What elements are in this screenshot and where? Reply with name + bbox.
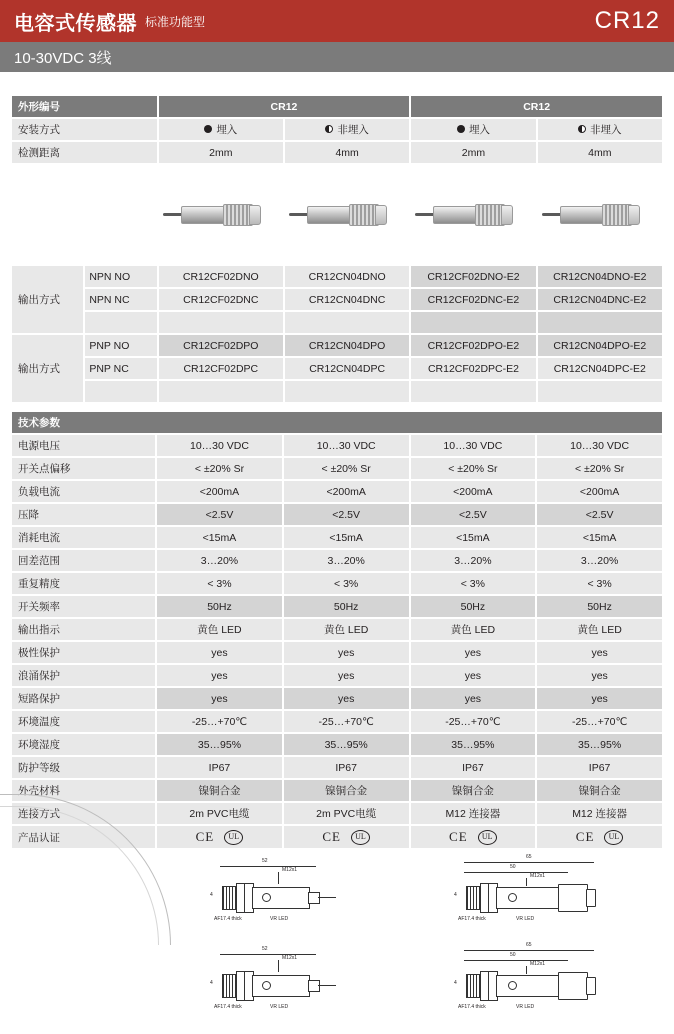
spec-value: 35…95% <box>411 734 536 755</box>
spec-value: <200mA <box>157 481 282 502</box>
pnp-filler <box>159 381 283 402</box>
product-photo-3 <box>411 165 535 264</box>
spec-value: IP67 <box>157 757 282 778</box>
spec-table <box>10 410 664 850</box>
table-row <box>12 757 662 778</box>
table-row <box>12 119 662 140</box>
table-row <box>12 619 662 640</box>
dim-label-left: 4 <box>454 980 457 986</box>
spec-value: 35…95% <box>537 734 662 755</box>
spec-value: yes <box>411 688 536 709</box>
sensor-illustration <box>415 168 535 258</box>
spec-value: 35…95% <box>284 734 409 755</box>
spec-label: 开关点偏移 <box>12 458 155 479</box>
npn-no-code: CR12CF02DNO-E2 <box>411 266 535 287</box>
ul-icon: UL <box>351 830 370 845</box>
note-led: VR LED <box>270 1004 289 1010</box>
spec-label: 输出指示 <box>12 619 155 640</box>
spec-label: 环境湿度 <box>12 734 155 755</box>
spec-value: IP67 <box>284 757 409 778</box>
table-row <box>12 96 662 117</box>
cert-cell <box>157 826 282 848</box>
pnp-filler <box>538 381 662 402</box>
spec-value: 镍铜合金 <box>537 780 662 801</box>
pnp-no-label: PNP NO <box>85 335 156 356</box>
non-flush-icon <box>325 124 333 136</box>
spec-value: 3…20% <box>411 550 536 571</box>
spec-label: 压降 <box>12 504 155 525</box>
dim-label-total: 52 <box>262 946 268 952</box>
ul-icon: UL <box>478 830 497 845</box>
note-af: AF17.4 thick <box>458 1004 486 1010</box>
dim-label-left: 4 <box>210 980 213 986</box>
npn-filler <box>159 312 283 333</box>
table-row <box>12 734 662 755</box>
npn-nc-code: CR12CN04DNC-E2 <box>538 289 662 310</box>
table-row <box>12 412 662 433</box>
mounting-nonflush-1: 非埋入 <box>285 119 409 140</box>
table-row <box>12 596 662 617</box>
section-specifications <box>0 410 674 850</box>
sensor-illustration <box>289 168 409 258</box>
spec-value: <2.5V <box>157 504 282 525</box>
table-row <box>12 312 662 333</box>
spec-value: 50Hz <box>157 596 282 617</box>
npn-filler <box>411 312 535 333</box>
note-led: VR LED <box>516 1004 535 1010</box>
npn-filler <box>538 312 662 333</box>
spec-value: yes <box>157 642 282 663</box>
spec-value: yes <box>537 688 662 709</box>
spec-value: 黄色 LED <box>411 619 536 640</box>
spec-value: yes <box>284 665 409 686</box>
spec-value: -25…+70℃ <box>284 711 409 732</box>
spec-label: 回差范围 <box>12 550 155 571</box>
spec-label: 消耗电流 <box>12 527 155 548</box>
spec-value: 3…20% <box>284 550 409 571</box>
spec-label: 短路保护 <box>12 688 155 709</box>
pnp-nc-code: CR12CN04DPC-E2 <box>538 358 662 379</box>
spec-value: < ±20% Sr <box>537 458 662 479</box>
note-led: VR LED <box>516 916 535 922</box>
pnp-nc-code: CR12CN04DPC <box>285 358 409 379</box>
spec-value: 3…20% <box>537 550 662 571</box>
sensor-illustration <box>163 168 283 258</box>
non-flush-icon <box>578 124 586 136</box>
group-header-1: CR12 <box>159 96 410 117</box>
spec-value: 50Hz <box>537 596 662 617</box>
table-row <box>12 481 662 502</box>
ce-icon: CE <box>195 829 215 844</box>
spec-label: 连接方式 <box>12 803 155 824</box>
drawing-connector-top <box>430 854 630 942</box>
dim-label-outer: 65 <box>526 854 532 860</box>
spec-label: 极性保护 <box>12 642 155 663</box>
drawing-cable-bottom <box>186 942 366 1030</box>
spec-value: 50Hz <box>411 596 536 617</box>
drawing-connector-bottom <box>430 942 630 1030</box>
spec-value: <200mA <box>284 481 409 502</box>
spec-label: 产品认证 <box>12 826 155 848</box>
spec-value: IP67 <box>537 757 662 778</box>
section-outline-codes <box>0 94 674 404</box>
dim-label-outer: 65 <box>526 942 532 948</box>
pnp-no-code: CR12CF02DPO <box>159 335 283 356</box>
table-row <box>12 780 662 801</box>
table-row <box>12 381 662 402</box>
spec-value: yes <box>284 688 409 709</box>
row-label-output-npn: 输出方式 <box>12 266 83 333</box>
voltage-band <box>0 42 674 72</box>
page-subtitle: 标准功能型 <box>145 14 206 29</box>
npn-no-code: CR12CN04DNO <box>285 266 409 287</box>
thread-label: M12x1 <box>530 873 546 879</box>
spec-value: yes <box>157 665 282 686</box>
note-af: AF17.4 thick <box>214 1004 242 1010</box>
distance-value: 4mm <box>538 142 662 163</box>
spec-value: 镍铜合金 <box>157 780 282 801</box>
ce-icon: CE <box>449 829 468 844</box>
spec-value: M12 连接器 <box>411 803 536 824</box>
pnp-filler <box>411 381 535 402</box>
spec-value: yes <box>284 642 409 663</box>
table-row <box>12 335 662 356</box>
spec-value: 10…30 VDC <box>537 435 662 456</box>
cert-cell <box>411 826 536 848</box>
spec-value: yes <box>411 642 536 663</box>
spec-value: yes <box>537 665 662 686</box>
spec-band-label: 技术参数 <box>12 412 662 433</box>
section-band-label: 外形编号 <box>12 96 157 117</box>
product-photo-2 <box>285 165 409 264</box>
outline-code-table <box>10 94 664 404</box>
model-code: CR12 <box>594 7 660 34</box>
table-row <box>12 803 662 824</box>
spec-value: -25…+70℃ <box>411 711 536 732</box>
spec-value: -25…+70℃ <box>537 711 662 732</box>
spec-label: 防护等级 <box>12 757 155 778</box>
spec-value: 黄色 LED <box>284 619 409 640</box>
sensor-illustration <box>542 168 662 258</box>
drawing-cable-top <box>186 854 366 942</box>
ce-icon: CE <box>322 829 341 844</box>
pnp-nc-code: CR12CF02DPC <box>159 358 283 379</box>
table-row <box>12 458 662 479</box>
npn-no-code: CR12CN04DNO-E2 <box>538 266 662 287</box>
npn-filler <box>285 312 409 333</box>
npn-nc-label: NPN NC <box>85 289 156 310</box>
table-row <box>12 573 662 594</box>
note-af: AF17.4 thick <box>458 916 486 922</box>
table-row <box>12 504 662 525</box>
spacer-cell <box>12 165 157 264</box>
spec-value: -25…+70℃ <box>157 711 282 732</box>
npn-nc-code: CR12CN04DNC <box>285 289 409 310</box>
mounting-flush-2: 埋入 <box>411 119 535 140</box>
table-row <box>12 435 662 456</box>
product-image-row <box>12 165 662 264</box>
spec-value: 黄色 LED <box>537 619 662 640</box>
distance-value: 2mm <box>159 142 283 163</box>
spec-label: 重复精度 <box>12 573 155 594</box>
spec-value: <15mA <box>284 527 409 548</box>
spec-value: < ±20% Sr <box>157 458 282 479</box>
table-row <box>12 642 662 663</box>
spec-value: <15mA <box>411 527 536 548</box>
table-row <box>12 358 662 379</box>
spec-value: IP67 <box>411 757 536 778</box>
table-row <box>12 688 662 709</box>
flush-icon <box>204 124 212 136</box>
spec-value: <200mA <box>411 481 536 502</box>
npn-nc-code: CR12CF02DNC-E2 <box>411 289 535 310</box>
flush-icon <box>457 124 465 136</box>
spec-value: <15mA <box>157 527 282 548</box>
page-header <box>0 0 674 42</box>
spec-value: < ±20% Sr <box>284 458 409 479</box>
spec-label: 环境温度 <box>12 711 155 732</box>
table-row <box>12 711 662 732</box>
note-led: VR LED <box>270 916 289 922</box>
table-row <box>12 142 662 163</box>
spec-value: < 3% <box>157 573 282 594</box>
ul-icon: UL <box>604 830 623 845</box>
spec-value: < 3% <box>537 573 662 594</box>
spec-value: yes <box>157 688 282 709</box>
distance-value: 4mm <box>285 142 409 163</box>
spec-value: yes <box>411 665 536 686</box>
dim-label-inner: 50 <box>510 952 516 958</box>
spec-value: <15mA <box>537 527 662 548</box>
table-row <box>12 550 662 571</box>
spec-value: 镍铜合金 <box>411 780 536 801</box>
note-af: AF17.4 thick <box>214 916 242 922</box>
spec-value: 10…30 VDC <box>411 435 536 456</box>
npn-nc-code: CR12CF02DNC <box>159 289 283 310</box>
row-label-mounting: 安装方式 <box>12 119 157 140</box>
spec-value: 2m PVC电缆 <box>284 803 409 824</box>
spec-value: < ±20% Sr <box>411 458 536 479</box>
mounting-nonflush-2: 非埋入 <box>538 119 662 140</box>
spec-value: yes <box>537 642 662 663</box>
npn-no-code: CR12CF02DNO <box>159 266 283 287</box>
ce-icon: CE <box>575 829 595 844</box>
dim-label-inner: 50 <box>510 864 516 870</box>
dim-label-total: 52 <box>262 858 268 864</box>
spec-label: 外壳材料 <box>12 780 155 801</box>
spec-value: 10…30 VDC <box>157 435 282 456</box>
row-label-distance: 检测距离 <box>12 142 157 163</box>
pnp-nc-label: PNP NC <box>85 358 156 379</box>
spec-value: < 3% <box>411 573 536 594</box>
spec-value: <2.5V <box>284 504 409 525</box>
pnp-no-code: CR12CN04DPO <box>285 335 409 356</box>
thread-label: M12x1 <box>530 961 546 967</box>
dim-label-left: 4 <box>454 892 457 898</box>
group-header-2: CR12 <box>411 96 662 117</box>
pnp-filler <box>85 381 156 402</box>
voltage-label: 10-30VDC 3线 <box>14 49 112 67</box>
table-row <box>12 527 662 548</box>
thread-label: M12x1 <box>282 867 298 873</box>
spec-value: <2.5V <box>411 504 536 525</box>
npn-no-label: NPN NO <box>85 266 156 287</box>
pnp-nc-code: CR12CF02DPC-E2 <box>411 358 535 379</box>
spec-value: M12 连接器 <box>537 803 662 824</box>
page-title: 电容式传感器 <box>14 12 137 35</box>
thread-label: M12x1 <box>282 955 298 961</box>
table-row <box>12 289 662 310</box>
product-photo-1 <box>159 165 283 264</box>
npn-filler <box>85 312 156 333</box>
table-row <box>12 665 662 686</box>
dim-label-left: 4 <box>210 892 213 898</box>
pnp-no-code: CR12CN04DPO-E2 <box>538 335 662 356</box>
spec-label: 负载电流 <box>12 481 155 502</box>
table-row <box>12 266 662 287</box>
distance-value: 2mm <box>411 142 535 163</box>
pnp-filler <box>285 381 409 402</box>
spec-label: 电源电压 <box>12 435 155 456</box>
cert-cell <box>537 826 662 848</box>
spec-label: 开关频率 <box>12 596 155 617</box>
spec-value: 镍铜合金 <box>284 780 409 801</box>
spec-value: 2m PVC电缆 <box>157 803 282 824</box>
mounting-flush-1: 埋入 <box>159 119 283 140</box>
spec-value: 50Hz <box>284 596 409 617</box>
spec-value: <200mA <box>537 481 662 502</box>
spec-value: 3…20% <box>157 550 282 571</box>
row-label-output-pnp: 输出方式 <box>12 335 83 402</box>
cert-cell <box>284 826 409 848</box>
pnp-no-code: CR12CF02DPO-E2 <box>411 335 535 356</box>
spec-value: 35…95% <box>157 734 282 755</box>
spec-value: 黄色 LED <box>157 619 282 640</box>
product-photo-4 <box>538 165 662 264</box>
spec-value: 10…30 VDC <box>284 435 409 456</box>
spec-label: 浪涌保护 <box>12 665 155 686</box>
spec-value: < 3% <box>284 573 409 594</box>
ul-icon: UL <box>224 830 243 845</box>
spec-value: <2.5V <box>537 504 662 525</box>
